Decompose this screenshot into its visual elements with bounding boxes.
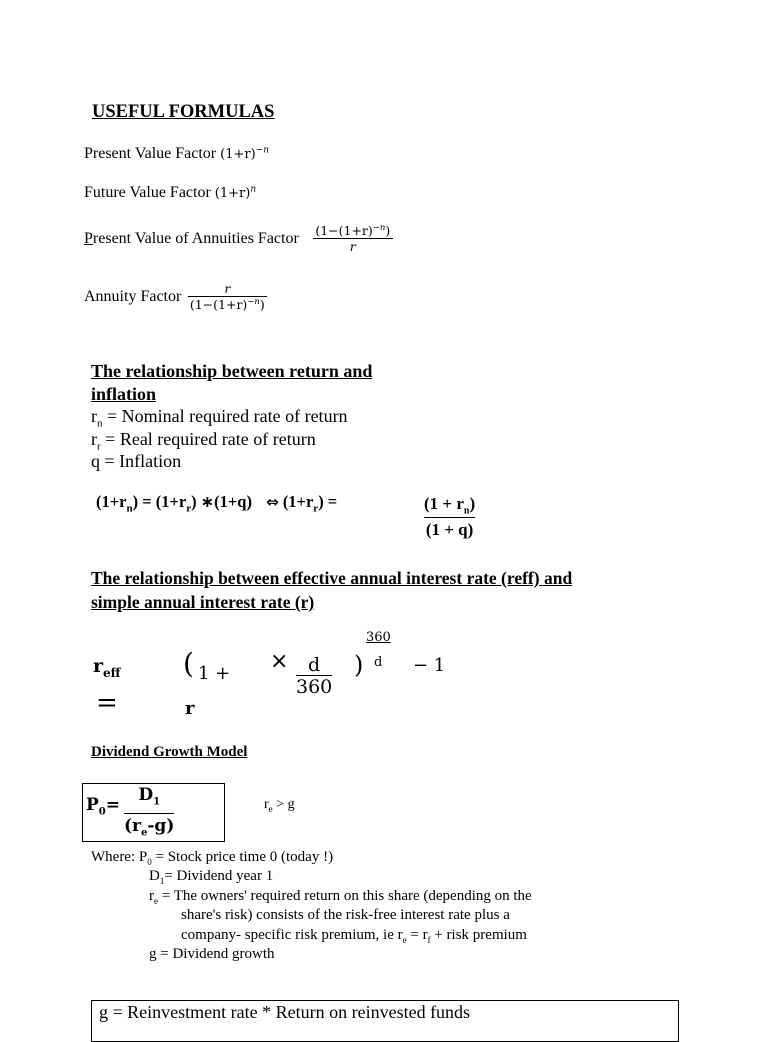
annuity-factor-formula: $\frac{r}{(1-(1+r)^{-n})}$	[189, 281, 265, 313]
eff-paren-close: )	[354, 651, 364, 679]
pv-factor-row	[84, 145, 269, 163]
pv-factor-label: Present Value Factor	[84, 145, 217, 162]
eff-one-plus: 1 +	[198, 663, 231, 684]
fisher-equation: $(1+r_n) = (1+r_r)$ ∗(1+q) ⇔ $(1+r_r)$ =	[96, 492, 338, 515]
where-p0: Where: $P_0$ = Stock price time 0 (today !)	[91, 849, 334, 867]
fv-factor-row	[84, 184, 256, 202]
inflation-title-line1: The relationship between return and	[91, 361, 373, 381]
effective-title-line1: The relationship between effective annual interest rate (reff) and	[91, 568, 573, 588]
where-re: $r_e$ = The owners' required return on this share (depending on the	[149, 888, 532, 906]
inflation-title-line2: inflation	[91, 384, 157, 404]
eff-exp-denominator: d	[374, 655, 383, 670]
fv-factor-label: Future Value Factor	[84, 184, 211, 201]
pva-factor-row	[84, 223, 393, 254]
effective-title-line2: simple annual interest rate (r)	[91, 592, 315, 612]
pva-factor-formula: $\frac{(1-(1+r)^{-n})}{r}$	[313, 223, 393, 254]
reff-symbol: $r_{eff}$	[93, 655, 121, 680]
eff-r-below: r	[185, 698, 195, 719]
eff-paren-open: (	[183, 647, 194, 680]
reinvestment-formula: g = Reinvestment rate * Return on reinvested funds	[99, 1002, 471, 1022]
where-re-line3: company- specific risk premium, ie $r_e = r_f$ + risk premium	[181, 927, 527, 945]
def-nominal-rate: $r_n$ = Nominal required rate of return	[91, 406, 348, 430]
annuity-factor-label: Annuity Factor	[84, 287, 182, 305]
dividend-title: Dividend Growth Model	[91, 744, 248, 760]
eff-exp-numerator: 360	[366, 630, 391, 645]
fisher-fraction: $(1 + r_n)$ (1 + q)	[424, 494, 476, 540]
dgm-condition: $r_e > g$	[264, 797, 295, 814]
dgm-fraction: $D_1$ $(r_e-g)$	[124, 785, 175, 839]
reff-equals: =	[96, 688, 118, 718]
where-re-line2: share's risk) consists of the risk-free interest rate plus a	[181, 907, 510, 923]
def-inflation: q = Inflation	[91, 451, 182, 471]
fv-factor-formula: $(1+r)^n$	[214, 184, 257, 201]
pva-factor-label: Present Value of Annuities Factor	[84, 229, 299, 247]
eff-fraction: d 360	[296, 654, 333, 698]
annuity-factor-row	[84, 281, 267, 312]
where-g: g = Dividend growth	[149, 946, 275, 962]
where-d1: $D_1=$ Dividend year 1	[149, 868, 274, 886]
pv-factor-formula: $(1+r)^{-n}$	[220, 145, 269, 162]
dgm-p0: $P_0=$	[86, 795, 121, 818]
eff-minus-one: − 1	[413, 655, 446, 676]
eff-times: ×	[270, 649, 289, 674]
def-real-rate: $r_r$ = Real required rate of return	[91, 429, 316, 453]
page-title: USEFUL FORMULAS	[92, 102, 275, 122]
